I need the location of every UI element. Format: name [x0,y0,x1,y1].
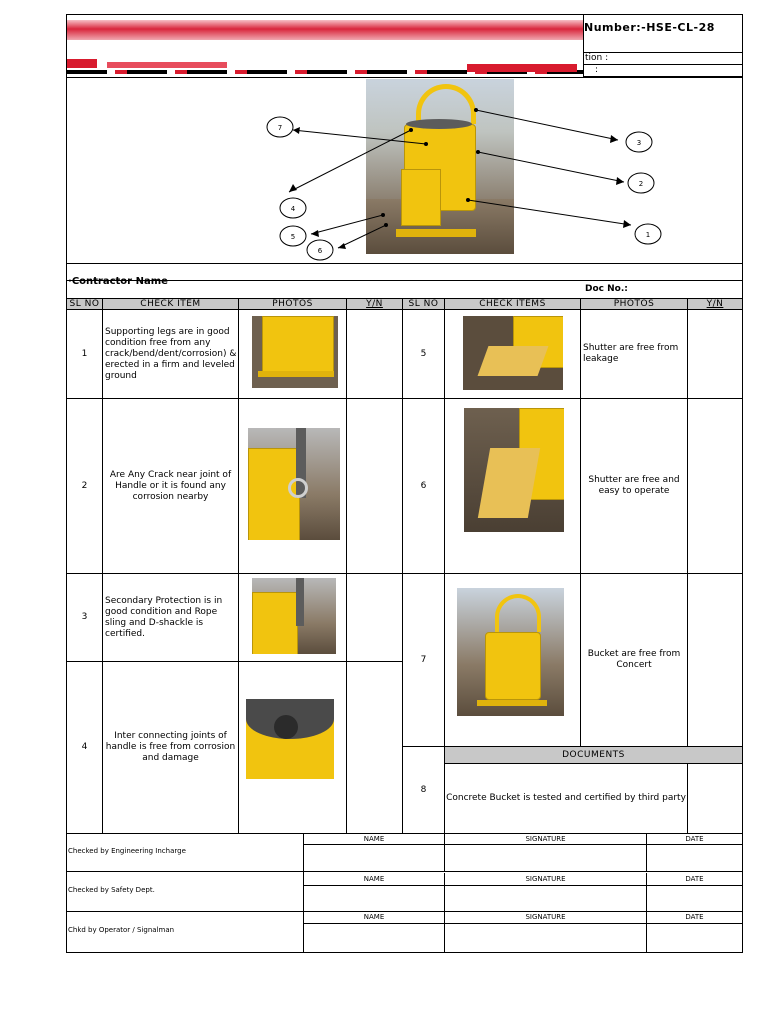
signoff-2-signature[interactable] [444,885,647,912]
diagram-section [66,77,743,263]
left-row-4-yn[interactable] [346,661,403,834]
right-row-8-yn[interactable] [687,763,743,834]
left-row-3-item: Secondary Protection is in good condition and Rope sling and D-shackle is certified. [102,573,239,662]
signoff-2-label: Checked by Safety Dept. [68,886,155,894]
signoff-1-signature[interactable] [444,844,647,872]
right-row-5-photo-cell [444,309,581,399]
right-row-5-yn[interactable] [687,309,743,399]
th-left-slno: SL NO [66,298,103,310]
signoff-3-label: Chkd by Operator / Signalman [68,926,175,934]
right-row-7-photo-cell [444,573,581,747]
signoff-2-name[interactable] [303,885,445,912]
left-row-4-photo-cell [238,661,347,834]
right-row-5-no: 5 [402,309,445,399]
right-row-5-photo [463,316,563,390]
right-row-6-photo [464,408,564,532]
callout-label-2: 2 [638,180,644,188]
left-row-3-yn[interactable] [346,573,403,662]
th-right-check-items: CHECK ITEMS [444,298,581,310]
signoff-2-date[interactable] [646,885,743,912]
th-left-photos: PHOTOS [238,298,347,310]
left-row-3-no: 3 [66,573,103,662]
right-row-8-no: 8 [402,746,445,834]
right-row-6-photo-cell [444,398,581,574]
left-row-3-photo [252,578,336,654]
th-right-photos: PHOTOS [580,298,688,310]
signoff-3-date[interactable] [646,923,743,953]
signoff-1-name[interactable] [303,844,445,872]
left-row-2-yn[interactable] [346,398,403,574]
signoff-2-signature-header: SIGNATURE [444,873,647,886]
callout-label-1: 1 [645,231,651,239]
documents-header: DOCUMENTS [444,746,743,764]
header-redacted-banner [67,20,583,40]
right-row-5-item: Shutter are free from leakage [580,309,688,399]
contractor-name-label: ·Contractor Name [68,276,168,287]
left-row-2-photo [248,428,340,540]
callout-label-4: 4 [290,205,296,213]
th-left-yn: Y/N [346,298,403,310]
callout-label-3: 3 [636,139,642,147]
signoff-1-signature-header: SIGNATURE [444,833,647,845]
signoff-1-name-header: NAME [303,833,445,845]
signoff-1-label: Checked by Engineering Incharge [68,847,186,855]
th-right-slno: SL NO [402,298,445,310]
left-row-4-photo [246,699,334,779]
signoff-1-date-header: DATE [646,833,743,845]
signoff-2-name-header: NAME [303,873,445,886]
left-row-1-photo [252,316,338,388]
diagram-callouts [66,77,743,263]
left-row-4-item: Inter connecting joints of handle is free from corrosion and damage [102,661,239,834]
left-row-2-no: 2 [66,398,103,574]
signoff-3-signature[interactable] [444,923,647,953]
doc-no-label: Doc No.: [585,284,628,294]
right-row-7-no: 7 [402,573,445,747]
signoff-3-name[interactable] [303,923,445,953]
signoff-3-name-header: NAME [303,911,445,924]
left-row-2-photo-cell [238,398,347,574]
right-row-7-item: Bucket are free from Concert [580,573,688,747]
signoff-3-signature-header: SIGNATURE [444,911,647,924]
th-right-yn: Y/N [687,298,743,310]
left-row-1-item: Supporting legs are in good condition free from any crack/bend/dent/corrosion) & erected in a firm and leveled ground [102,309,239,399]
callout-label-5: 5 [290,233,296,241]
header-redacted-strip [67,56,583,78]
right-row-7-photo [457,588,564,716]
left-row-1-photo-cell [238,309,347,399]
location-label: tion : [585,53,609,63]
signoff-3-date-header: DATE [646,911,743,924]
right-row-6-no: 6 [402,398,445,574]
left-row-4-no: 4 [66,661,103,834]
date-label: : [595,65,599,75]
signoff-1-date[interactable] [646,844,743,872]
right-row-7-yn[interactable] [687,573,743,747]
left-row-3-photo-cell [238,573,347,662]
right-row-8-item: Concrete Bucket is tested and certified by third party [444,763,688,834]
callout-label-7: 7 [277,124,283,132]
left-row-2-item: Are Any Crack near joint of Handle or it is found any corrosion nearby [102,398,239,574]
left-row-1-no: 1 [66,309,103,399]
signoff-2-date-header: DATE [646,873,743,886]
th-left-check-item: CHECK ITEM [102,298,239,310]
callout-label-6: 6 [317,247,323,255]
right-row-6-yn[interactable] [687,398,743,574]
right-row-6-item: Shutter are free and easy to operate [580,398,688,574]
doc-number: Number:-HSE-CL-28 [584,21,715,34]
left-row-1-yn[interactable] [346,309,403,399]
